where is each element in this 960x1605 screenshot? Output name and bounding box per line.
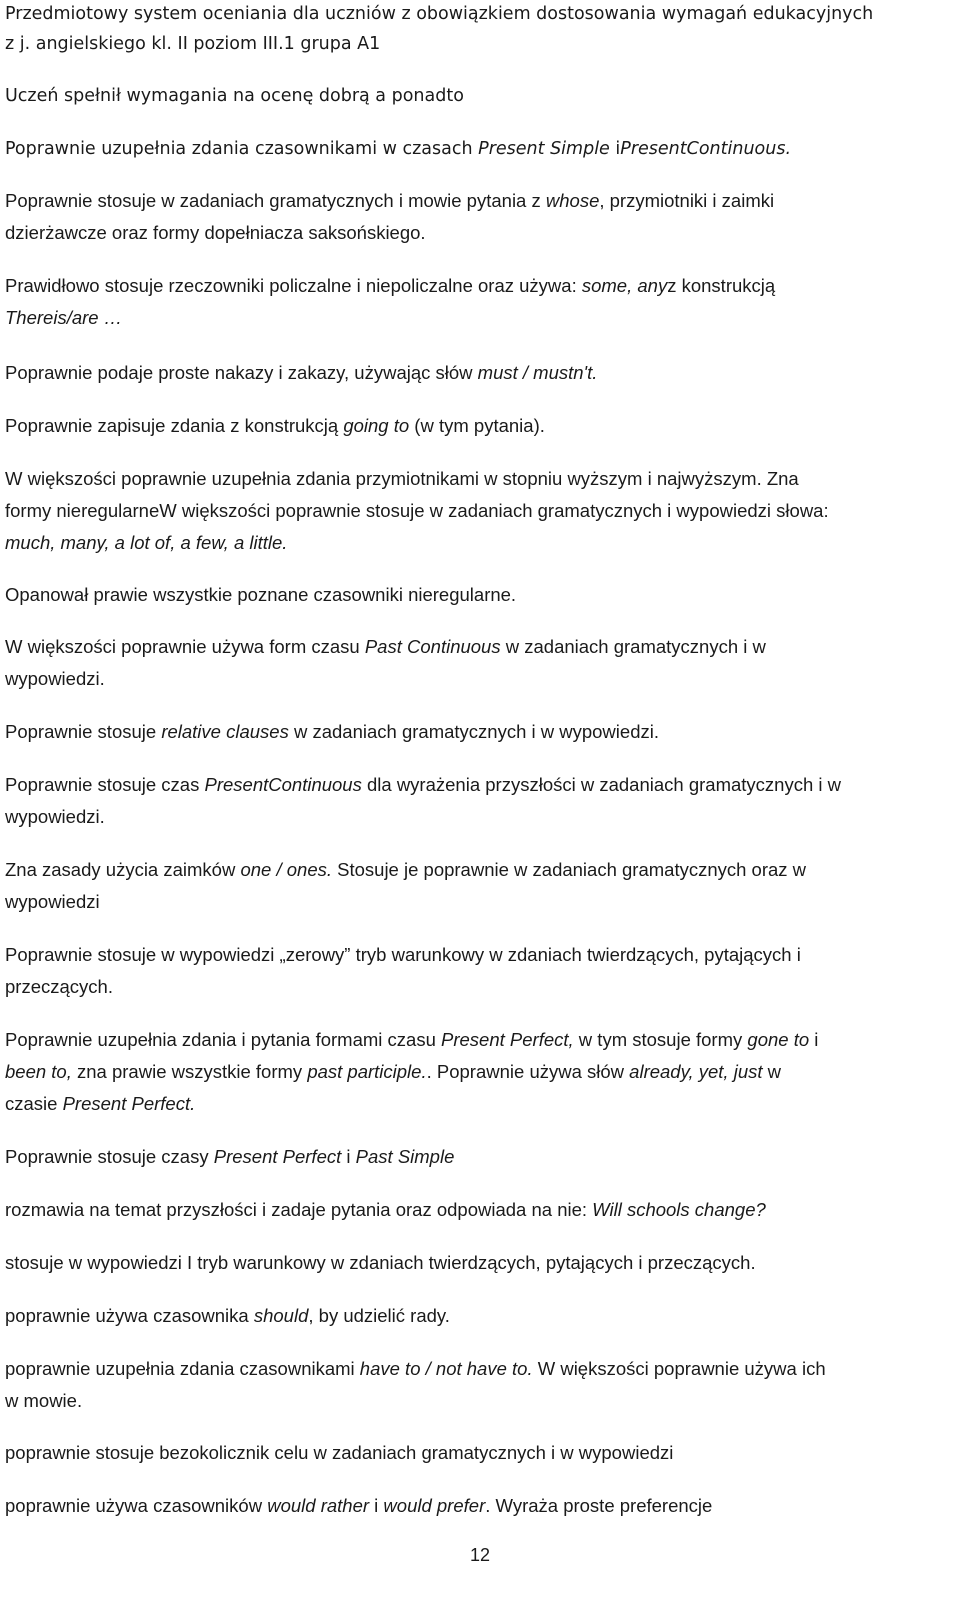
entry-8: W większości poprawnie używa form czasu Past Continuous w zadaniach gramatycznych i w wypowiedzi.: [5, 636, 766, 689]
entry-10: Poprawnie stosuje czas PresentContinuous dla wyrażenia przyszłości w zadaniach gramatycznych i w wypowiedzi.: [5, 774, 841, 827]
entry-4: Poprawnie podaje proste nakazy i zakazy, używając słów must / mustn't.: [5, 362, 598, 383]
entry-20: poprawnie używa czasowników would rather i would prefer. Wyraża proste preferencje: [5, 1495, 713, 1516]
section-heading: Uczeń spełnił wymagania na ocenę dobrą a ponadto: [5, 86, 464, 106]
header-line-1: Przedmiotowy system oceniania dla uczniów z obowiązkiem dostosowania wymagań edukacyjnych: [5, 4, 874, 24]
entry-14: Poprawnie stosuje czasy Present Perfect i Past Simple: [5, 1146, 455, 1167]
entry-19: poprawnie stosuje bezokolicznik celu w zadaniach gramatycznych i w wypowiedzi: [5, 1442, 674, 1463]
entry-18: poprawnie uzupełnia zdania czasownikami have to / not have to. W większości poprawnie używa ich w mowie.: [5, 1358, 826, 1411]
page-number: 12: [469, 1545, 491, 1565]
entry-5: Poprawnie zapisuje zdania z konstrukcją going to (w tym pytania).: [5, 415, 545, 436]
entry-17: poprawnie używa czasownika should, by udzielić rady.: [5, 1305, 450, 1326]
header-line-2: z j. angielskiego kl. II poziom III.1 grupa A1: [5, 34, 381, 54]
entry-11: Zna zasady użycia zaimków one / ones. Stosuje je poprawnie w zadaniach gramatycznych oraz w wypowiedzi: [5, 859, 807, 912]
entry-16: stosuje w wypowiedzi I tryb warunkowy w zdaniach twierdzących, pytających i przeczących.: [5, 1252, 756, 1273]
entry-2: Poprawnie stosuje w zadaniach gramatycznych i mowie pytania z whose, przymiotniki i zaimki dzierżawcze oraz formy dopełniacza saksońskiego.: [5, 190, 775, 243]
entry-12: Poprawnie stosuje w wypowiedzi „zerowy” tryb warunkowy w zdaniach twierdzących, pytających i przeczących.: [5, 944, 801, 997]
entry-7: Opanował prawie wszystkie poznane czasowniki nieregularne.: [5, 584, 517, 605]
entry-1: Poprawnie uzupełnia zdania czasownikami w czasach Present Simple iPresentContinuous.: [5, 139, 792, 159]
document-header: [5, 0, 873, 59]
entry-15: rozmawia na temat przyszłości i zadaje pytania oraz odpowiada na nie: Will schools change?: [5, 1199, 766, 1220]
entry-9: Poprawnie stosuje relative clauses w zadaniach gramatycznych i w wypowiedzi.: [5, 721, 659, 742]
entry-6: W większości poprawnie uzupełnia zdania przymiotnikami w stopniu wyższym i najwyższym. Zna formy nieregularneW większości poprawnie stosuje w zadaniach gramatycznych i wypowiedzi słowa: much, many, a lot of, a few, a little.: [5, 468, 829, 553]
entry-3: Prawidłowo stosuje rzeczowniki policzalne i niepoliczalne oraz używa: some, anyz konstrukcją Thereis/are …: [5, 275, 776, 328]
entry-13: Poprawnie uzupełnia zdania i pytania formami czasu Present Perfect, w tym stosuje formy gone to i been to, zna prawie wszystkie formy past participle.. Poprawnie używa słów already, yet, just w czasie Present Perfect.: [5, 1029, 819, 1114]
